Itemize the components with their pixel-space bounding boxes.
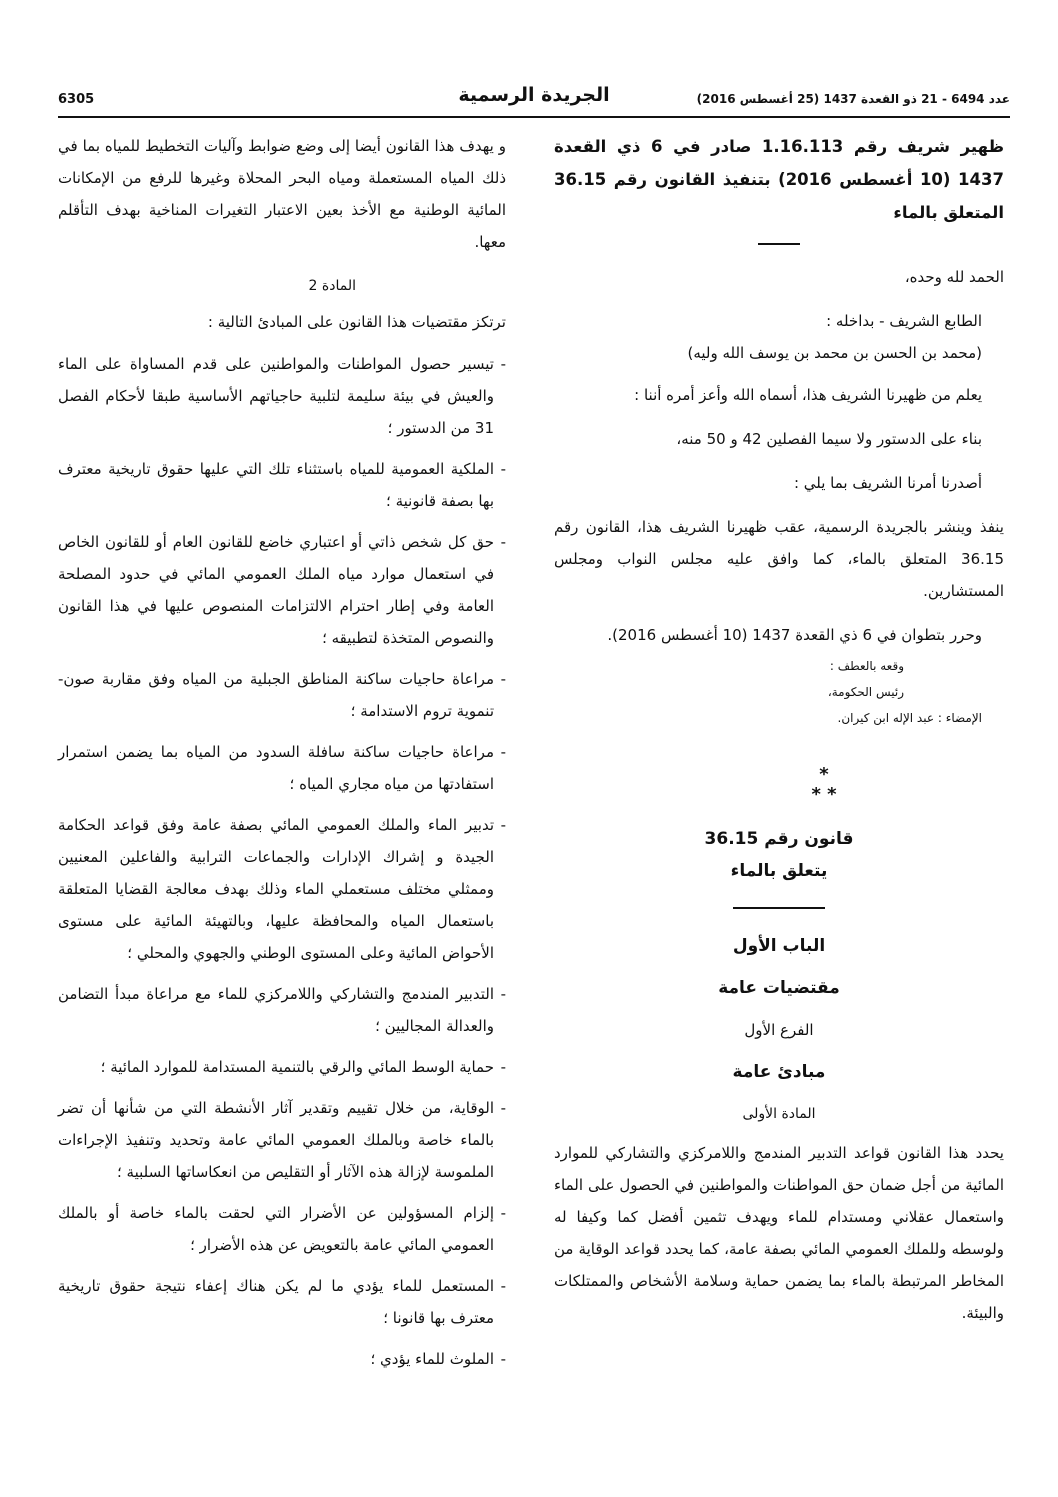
praise-line: الحمد لله وحده، <box>904 268 1004 286</box>
divider <box>733 907 825 909</box>
list-item: - التدبير المندمج والتشاركي واللامركزي للماء مع مراعاة مبدأ التضامن والعدالة المجاليين ؛ <box>58 978 506 1042</box>
list-item: - تيسير حصول المواطنات والمواطنين على قدم المساواة على الماء والعيش في بيئة سليمة لتلبية حاجياتهم الأساسية طبقا لأحكام الفصل 31 من الدستور ؛ <box>58 348 506 444</box>
right-column <box>554 130 1004 1329</box>
principles-list <box>58 348 506 1375</box>
countersigned-label: وقعه بالعطف : <box>829 659 904 673</box>
article1-text: يحدد هذا القانون قواعد التدبير المندمج واللامركزي والتشاركي للموارد المائية من أجل ضمان حق المواطنات والمواطنين في الحصول على الماء واستعمال عقلاني ومستدام للماء ويهدف تثمين أفضل كما وكيفا له ولوسطه وللملك العمومي المائي بصفة عامة، كما يحدد قواعد الوقاية من المخاطر المرتبطة بالماء بما يضمن حماية وسلامة الأشخاص والممتلكات والبيئة. <box>554 1144 1004 1322</box>
list-item: - الملوث للماء يؤدي ؛ <box>58 1343 506 1375</box>
seal-label: الطابع الشريف - بداخله : <box>826 312 982 330</box>
separator-stars-bottom: * * <box>811 784 837 805</box>
list-item: - المستعمل للماء يؤدي ما لم يكن هناك إعفاء نتيجة حقوق تاريخية معترف بها قانونا ؛ <box>58 1270 506 1334</box>
separator-star-top: * <box>819 764 829 785</box>
article1-title: المادة الأولى <box>742 1106 816 1122</box>
article2-intro: ترتكز مقتضيات هذا القانون على المبادئ التالية : <box>207 313 506 331</box>
list-item: - الملكية العمومية للمياه باستثناء تلك التي عليها حقوق تاريخية معترف بها بصفة قانونية ؛ <box>58 453 506 517</box>
divider <box>758 243 800 245</box>
left-column <box>58 130 506 1384</box>
order-statement: أصدرنا أمرنا الشريف بما يلي : <box>793 474 982 492</box>
page-header <box>58 86 1010 118</box>
list-item: - تدبير الماء والملك العمومي المائي بصفة عامة وفق قواعد الحكامة الجيدة و إشراك الإدارات والجماعات الترابية والفاعلين المعنيين وممثلي مختلف مستعملي الماء وذلك بهدف معالجة القضايا المتعلقة باستعمال المياه والمحافظة عليها، وبالتهيئة المائية على مستوى الأحواض المائية وعلى المستوى الوطني والجهوي والمحلي ؛ <box>58 809 506 969</box>
signature: الإمضاء : عبد الإله ابن كيران. <box>837 711 982 725</box>
part-subject: مقتضيات عامة <box>718 978 840 998</box>
list-item: - إلزام المسؤولين عن الأضرار التي لحقت بالماء خاصة أو بالملك العمومي المائي عامة بالتعويض عن هذه الأضرار ؛ <box>58 1197 506 1261</box>
list-item: - مراعاة حاجيات ساكنة سافلة السدود من المياه بما يضمن استمرار استفادتها من مياه مجاري المياه ؛ <box>58 736 506 800</box>
article2-title: المادة 2 <box>308 278 356 294</box>
dahir-title: ظهير شريف رقم 1.16.113 صادر في 6 ذي القعدة 1437 (10 أغسطس 2016) بتنفيذ القانون رقم 36.15 المتعلق بالماء <box>554 137 1005 222</box>
gazette-title: الجريدة الرسمية <box>458 84 610 106</box>
list-item: - حماية الوسط المائي والرقي بالتنمية المستدامة للموارد المائية ؛ <box>58 1051 506 1083</box>
head-of-government: رئيس الحكومة، <box>827 685 904 699</box>
issue-info: عدد 6494 - 21 ذو القعدة 1437 (25 أغسطس 2016) <box>696 92 1010 106</box>
law-subject: يتعلق بالماء <box>730 861 828 881</box>
publication-order: ينفذ وينشر بالجريدة الرسمية، عقب ظهيرنا الشريف هذا، القانون رقم 36.15 المتعلق بالماء، كما وافق عليه مجلس النواب ومجلس المستشارين. <box>554 518 1004 600</box>
section-subject: مبادئ عامة <box>732 1062 826 1082</box>
seal-name: (محمد بن الحسن بن محمد بن يوسف الله وليه) <box>687 344 982 362</box>
law-number: قانون رقم 36.15 <box>704 829 854 849</box>
dahir-intro: يعلم من ظهيرنا الشريف هذا، أسماه الله وأعز أمره أننا : <box>634 386 982 404</box>
list-item: - الوقاية، من خلال تقييم وتقدير آثار الأنشطة التي من شأنها أن تضر بالماء خاصة وبالملك العمومي المائي عامة وتحديد وتنفيذ الإجراءات الملموسة لإزالة هذه الآثار أو التقليص من انعكاساتها السلبية ؛ <box>58 1092 506 1188</box>
article1-continued: و يهدف هذا القانون أيضا إلى وضع ضوابط وآليات التخطيط للمياه بما في ذلك المياه المستعملة ومياه البحر المحلاة وغيرها للرفع من الإمكانات المائية الوطنية مع الأخذ بعين الاعتبار التغيرات المناخية بهدف التأقلم معها. <box>58 137 506 251</box>
section-title: الفرع الأول <box>744 1021 814 1039</box>
page-number: 6305 <box>58 92 95 107</box>
list-item: - حق كل شخص ذاتي أو اعتباري خاضع للقانون العام أو للقانون الخاص في استعمال موارد مياه الملك العمومي المائي في حدود المصلحة العامة وفي إطار احترام الالتزامات المنصوص عليها في هذا القانون والنصوص المتخذة لتطبيقه ؛ <box>58 526 506 654</box>
legal-basis: بناء على الدستور ولا سيما الفصلين 42 و 50 منه، <box>676 430 982 448</box>
list-item: - مراعاة حاجيات ساكنة المناطق الجبلية من المياه وفق مقاربة صون-تنموية تروم الاستدامة ؛ <box>58 663 506 727</box>
part-title: الباب الأول <box>732 936 826 956</box>
done-at: وحرر بتطوان في 6 ذي القعدة 1437 (10 أغسطس 2016). <box>607 626 982 644</box>
